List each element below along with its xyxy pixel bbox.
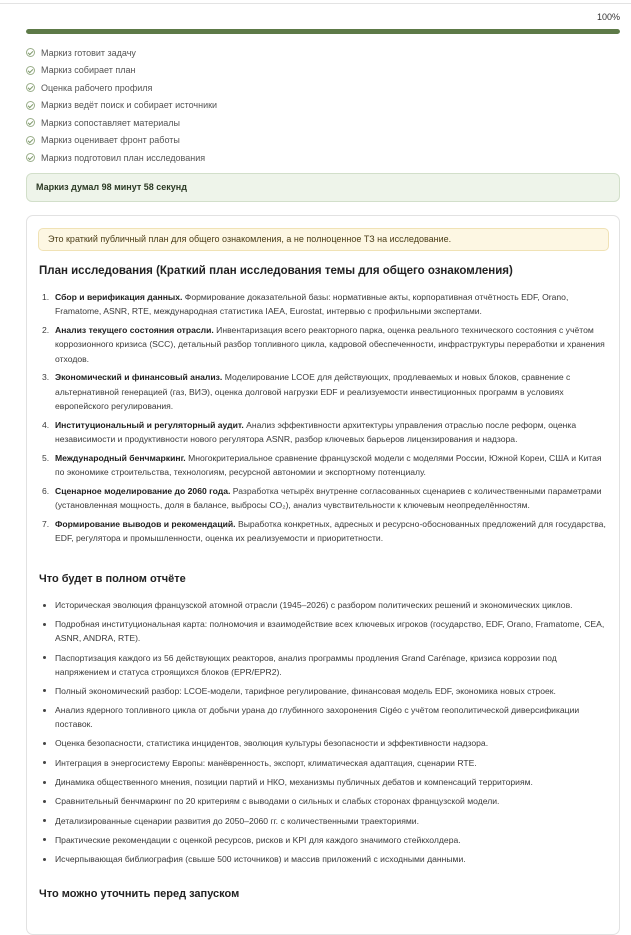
report-list <box>39 598 607 872</box>
step-item <box>26 62 217 80</box>
plan-item-number: 3. <box>42 372 50 383</box>
plan-item <box>39 451 607 480</box>
step-item <box>26 132 217 150</box>
plan-item-title: Формирование выводов и рекомендаций. <box>55 518 236 529</box>
progress-percent: 100% <box>596 12 620 22</box>
report-list-item: Паспортизация каждого из 56 действующих реакторов, анализ программы продления Grand Carénage, кризиса коррозии под напряжением и статуса строящихся блоков (EPR/EPR2). <box>39 651 607 679</box>
plan-item-text: Инвентаризация всего реакторного парка, оценка реального технического состояния с учётом коррозионного кризиса (SCC), детальный разбор топливного цикла, кадровой обеспеченности, инфраструктуры переработки и хранения отходов. <box>55 324 605 364</box>
check-circle-icon <box>26 101 35 110</box>
step-label: Маркиз собирает план <box>41 65 136 76</box>
plan-item <box>39 484 607 513</box>
plan-list <box>39 290 607 549</box>
plan-item-number: 4. <box>42 419 50 430</box>
plan-item-number: 2. <box>42 324 50 335</box>
step-item <box>26 114 217 132</box>
plan-item-title: Сценарное моделирование до 2060 года. <box>55 485 231 496</box>
task-steps-list <box>26 44 217 167</box>
plan-item-text: Разработка четырёх внутренне согласованных сценариев с количественными параметрами (установленная мощность, доля в балансе, выбросы CO₂), анализ чувствительности к ключевым неопределённостям. <box>55 485 602 510</box>
report-list-item: Сравнительный бенчмаркинг по 20 критериям с выводами о сильных и слабых сторонах французской модели. <box>39 794 607 808</box>
report-list-item: Динамика общественного мнения, позиции партий и НКО, механизмы публичных дебатов и компенсаций территориям. <box>39 775 607 789</box>
step-item <box>26 97 217 115</box>
check-circle-icon <box>26 118 35 127</box>
step-label: Маркиз оценивает фронт работы <box>41 135 180 146</box>
check-circle-icon <box>26 153 35 162</box>
report-section-title: Что будет в полном отчёте <box>39 573 186 585</box>
step-label: Маркиз готовит задачу <box>41 47 136 58</box>
progress-bar-fill <box>26 29 620 34</box>
plan-item-text: Выработка конкретных, адресных и ресурсно-обоснованных предложений для государства, EDF, регулятора и промышленности, оценка их реализуемости и приоритетности. <box>55 518 606 543</box>
check-circle-icon <box>26 66 35 75</box>
public-plan-notice: Это краткий публичный план для общего ознакомления, а не полноценное ТЗ на исследование. <box>38 228 609 251</box>
top-divider <box>0 3 631 4</box>
plan-item <box>39 323 607 366</box>
plan-item-text: Формирование доказательной базы: нормативные акты, корпоративная отчётность EDF, Orano, Framatome, ASNR, RTE, международная статистика IAEA, Eurostat, интервью с профильными экспертами. <box>55 292 569 317</box>
clarify-section-title: Что можно уточнить перед запуском <box>39 888 240 900</box>
plan-item-title: Международный бенчмаркинг. <box>55 452 186 463</box>
plan-item-title: Анализ текущего состояния отрасли. <box>55 324 214 335</box>
step-label: Маркиз подготовил план исследования <box>41 152 206 163</box>
plan-item-number: 1. <box>42 292 50 302</box>
plan-item <box>39 290 607 319</box>
step-label: Оценка рабочего профиля <box>41 82 153 93</box>
plan-item-title: Сбор и верификация данных. <box>55 292 183 302</box>
plan-item-number: 5. <box>42 452 50 463</box>
plan-item <box>39 418 607 447</box>
report-list-item: Практические рекомендации с оценкой ресурсов, рисков и KPI для каждого значимого стейкхолдера. <box>39 833 607 847</box>
thinking-summary[interactable]: Маркиз думал 98 минут 58 секунд <box>26 173 620 202</box>
research-plan-card <box>26 215 620 935</box>
check-circle-icon <box>26 83 35 92</box>
step-item <box>26 149 217 167</box>
plan-title: План исследования (Краткий план исследования темы для общего ознакомления) <box>39 265 513 277</box>
plan-item <box>39 517 607 546</box>
progress-bar <box>26 29 620 34</box>
plan-item-text: Моделирование LCOE для действующих, продлеваемых и новых блоков, сравнение с альтернативной генерацией (газ, ВИЭ), оценка долговой нагрузки EDF и реализуемости инвестиционных программ в условиях европейского регулирования. <box>55 372 571 411</box>
report-list-item: Полный экономический разбор: LCOE-модели, тарифное регулирование, финансовая модель EDF, экономика новых строек. <box>39 684 607 698</box>
report-list-item: Детализированные сценарии развития до 2050–2060 гг. с количественными траекториями. <box>39 814 607 828</box>
step-label: Маркиз сопоставляет материалы <box>41 117 181 128</box>
report-list-item: Оценка безопасности, статистика инцидентов, эволюция культуры безопасности и эффективности надзора. <box>39 736 607 750</box>
check-circle-icon <box>26 48 35 57</box>
plan-item-number: 6. <box>42 485 50 496</box>
plan-item-title: Институциональный и регуляторный аудит. <box>55 419 244 430</box>
step-label: Маркиз ведёт поиск и собирает источники <box>41 100 218 111</box>
plan-item <box>39 370 607 413</box>
plan-item-title: Экономический и финансовый анализ. <box>55 372 223 383</box>
step-item <box>26 44 217 62</box>
plan-item-number: 7. <box>42 518 50 529</box>
plan-item-text: Многокритериальное сравнение французской модели с моделями России, Южной Кореи, США и Китая по экономике строительства, технологиям, ресурсной автономии и экспортному потенциалу. <box>55 452 602 477</box>
step-item <box>26 79 217 97</box>
report-list-item: Историческая эволюция французской атомной отрасли (1945–2026) с разбором политических решений и экономических циклов. <box>39 598 607 612</box>
plan-item-text: Анализ эффективности архитектуры управления отраслью после реформ, оценка независимости и продуктивности нового регулятора ASNR, разбор ключевых барьеров лицензирования и надзора. <box>55 419 577 444</box>
check-circle-icon <box>26 136 35 145</box>
report-list-item: Исчерпывающая библиография (свыше 500 источников) и массив приложений с исходными данными. <box>39 852 607 866</box>
report-list-item: Подробная институциональная карта: полномочия и взаимодействие всех ключевых игроков (государство, EDF, Orano, Framatome, CEA, ASNR, ANDRA, RTE). <box>39 617 607 645</box>
report-list-item: Интеграция в энергосистему Европы: манёвренность, экспорт, климатическая адаптация, сценарии RTE. <box>39 756 607 770</box>
report-list-item: Анализ ядерного топливного цикла от добычи урана до глубинного захоронения Cigéo с учётом геополитической диверсификации поставок. <box>39 703 607 731</box>
